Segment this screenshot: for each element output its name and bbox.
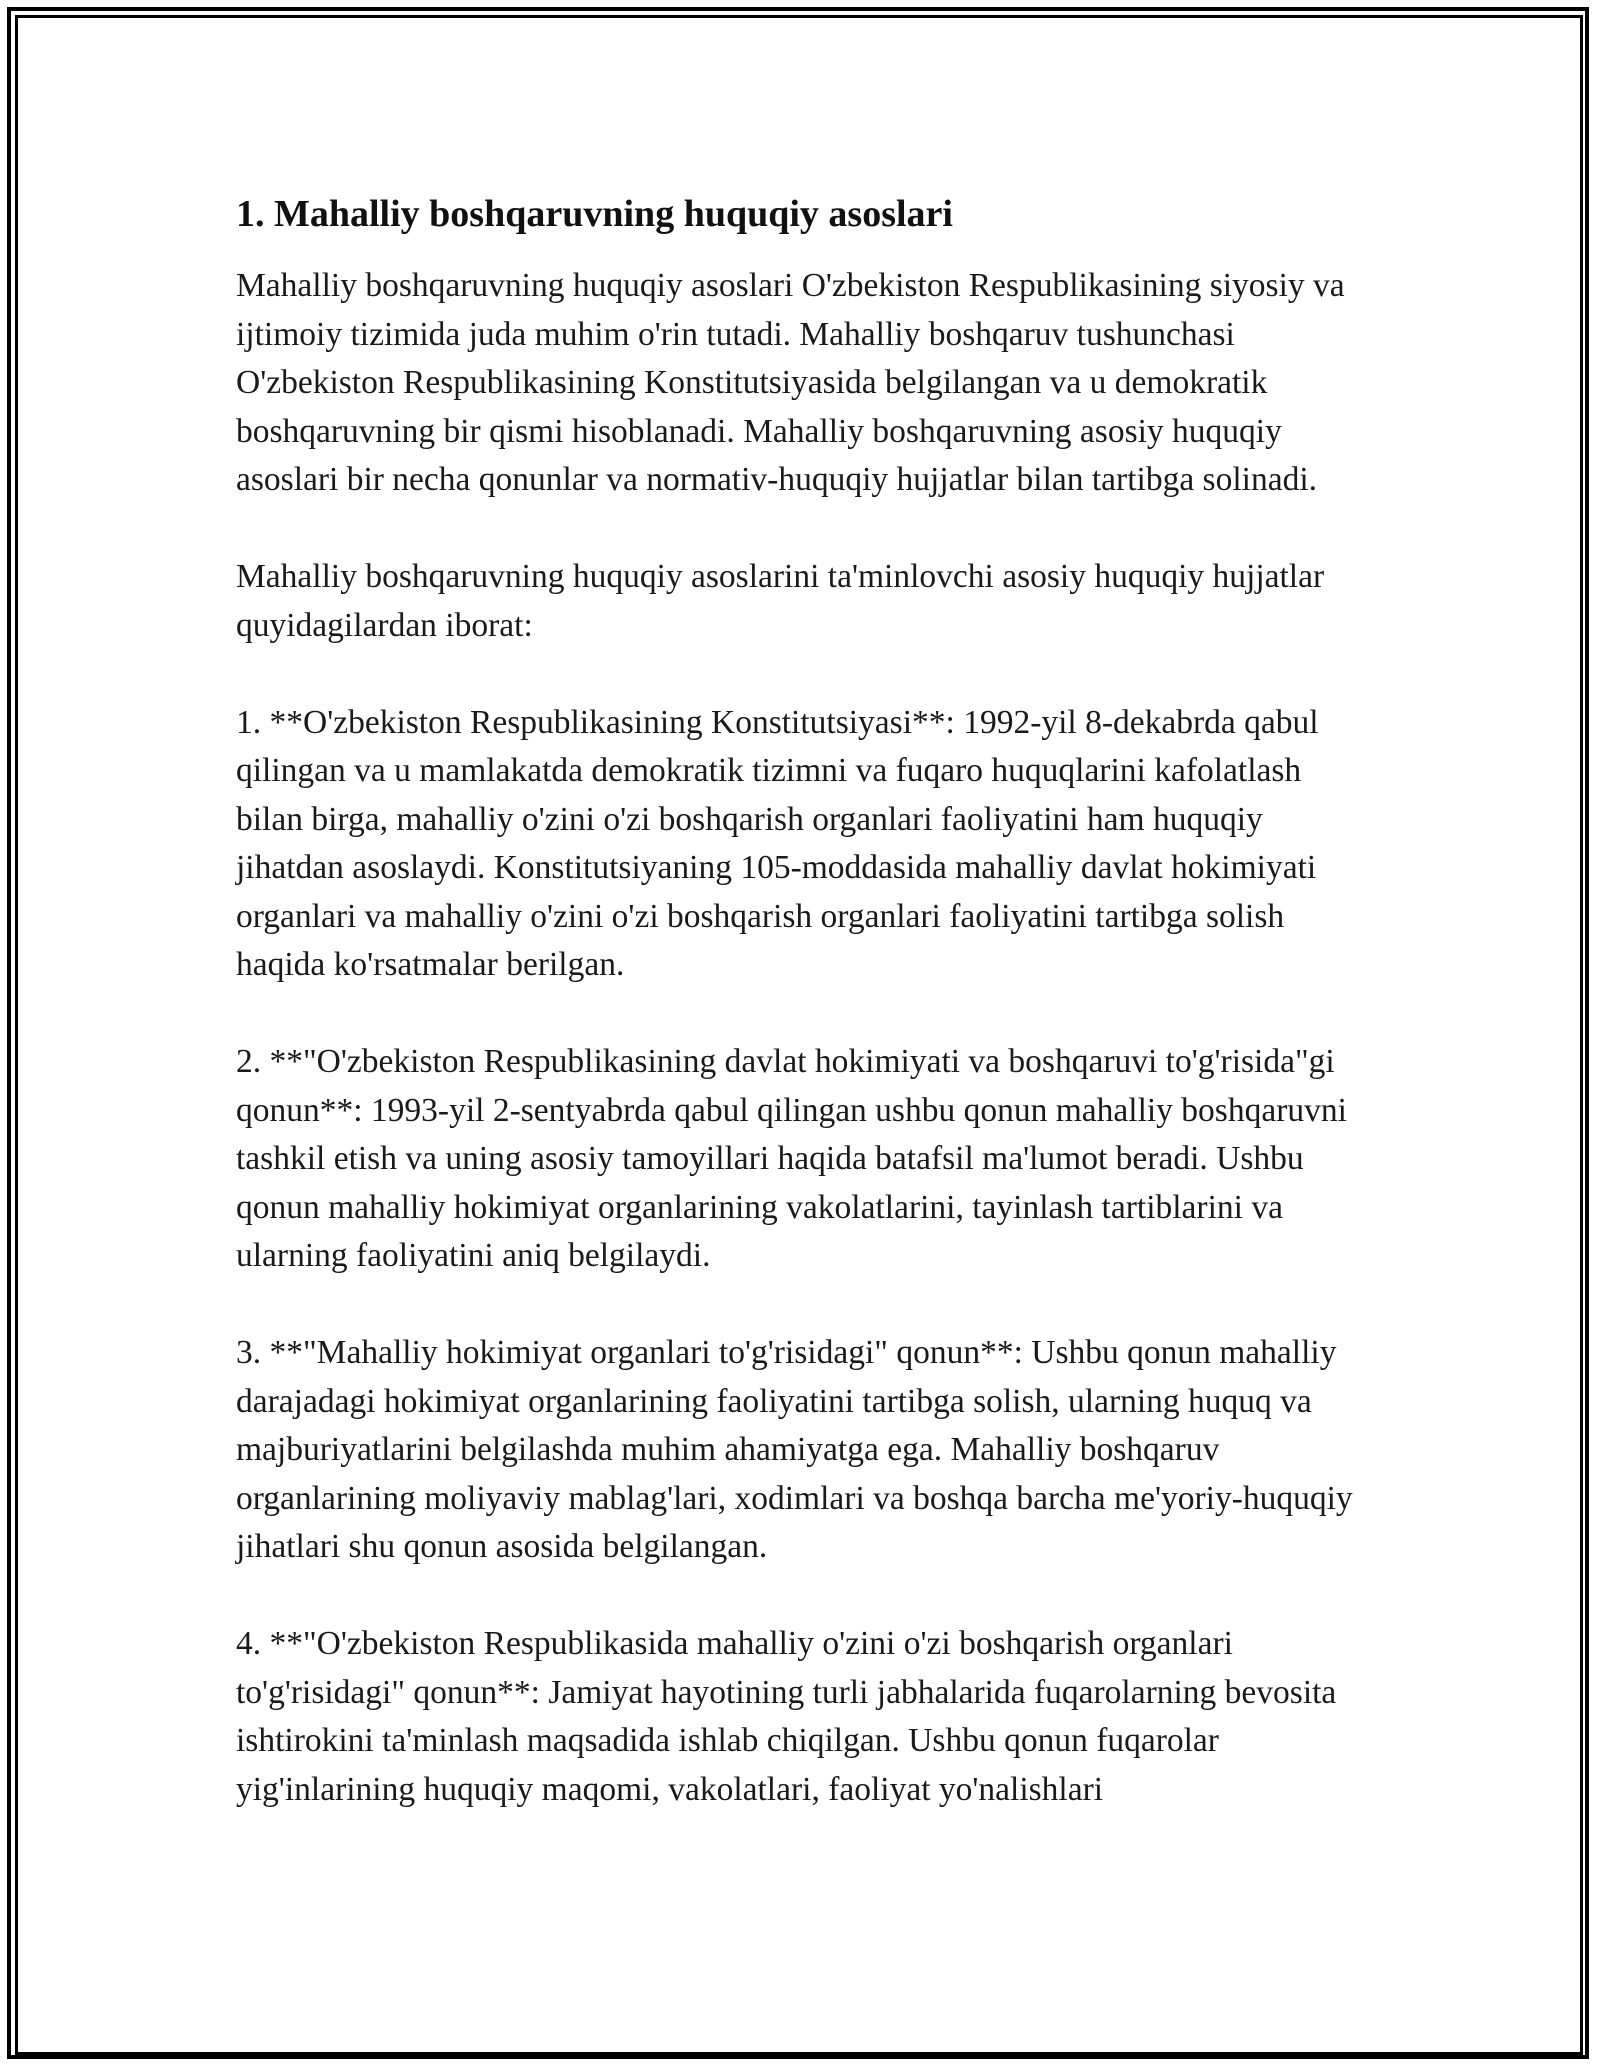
list-item-state-power-law: 2. **"O'zbekiston Respublikasining davlat hokimiyati va boshqaruvi to'g'risida"gi qonun**: 1993-yil 2-sentyabrda qabul qilingan ushbu qonun mahalliy boshqaruvni tashkil etish va uning asosiy tamoyillari haqida batafsil ma'lumot beradi. Ushbu qonun mahalliy hokimiyat organlarining vakolatlarini, tayinlash tartiblarini va ularning faoliyatini aniq belgilaydi. bbox=[236, 1043, 1347, 1274]
list-intro-paragraph: Mahalliy boshqaruvning huquqiy asoslarini ta'minlovchi asosiy huquqiy hujjatlar quyidagilardan iborat: bbox=[236, 558, 1325, 644]
list-item-constitution: 1. **O'zbekiston Respublikasining Konstitutsiyasi**: 1992-yil 8-dekabrda qabul qilingan va u mamlakatda demokratik tizimni va fuqaro huquqlarini kafolatlash bilan birga, mahalliy o'zini o'zi boshqarish organlari faoliyatini ham huquqiy jihatdan asoslaydi. Konstitutsiyaning 105-moddasida mahalliy davlat hokimiyati organlari va mahalliy o'zini o'zi boshqarish organlari faoliyatini tartibga solish haqida ko'rsatmalar berilgan. bbox=[236, 703, 1319, 983]
document-body bbox=[236, 186, 1366, 1814]
section-heading: 1. Mahalliy boshqaruvning huquqiy asoslari bbox=[236, 193, 953, 235]
list-item-local-authorities-law: 3. **"Mahalliy hokimiyat organlari to'g'risidagi" qonun**: Ushbu qonun mahalliy darajadagi hokimiyat organlarining faoliyatini tartibga solish, ularning huquq va majburiyatlarini belgilashda muhim ahamiyatga ega. Mahalliy boshqaruv organlarining moliyaviy mablag'lari, xodimlari va boshqa barcha me'yoriy-huquqiy jihatlari shu qonun asosida belgilangan. bbox=[236, 1334, 1353, 1565]
list-item-self-government-law: 4. **"O'zbekiston Respublikasida mahalliy o'zini o'zi boshqarish organlari to'g'risidagi" qonun**: Jamiyat hayotining turli jabhalarida fuqarolarning bevosita ishtirokini ta'minlash maqsadida ishlab chiqilgan. Ushbu qonun fuqarolar yig'inlarining huquqiy maqomi, vakolatlari, faoliyat yo'nalishlari bbox=[236, 1625, 1337, 1808]
intro-paragraph: Mahalliy boshqaruvning huquqiy asoslari O'zbekiston Respublikasining siyosiy va ijtimoiy tizimida juda muhim o'rin tutadi. Mahalliy boshqaruv tushunchasi O'zbekiston Respublikasining Konstitutsiyasida belgilangan va u demokratik boshqaruvning bir qismi hisoblanadi. Mahalliy boshqaruvning asosiy huquqiy asoslari bir necha qonunlar va normativ-huquqiy hujjatlar bilan tartibga solinadi. bbox=[236, 267, 1345, 498]
